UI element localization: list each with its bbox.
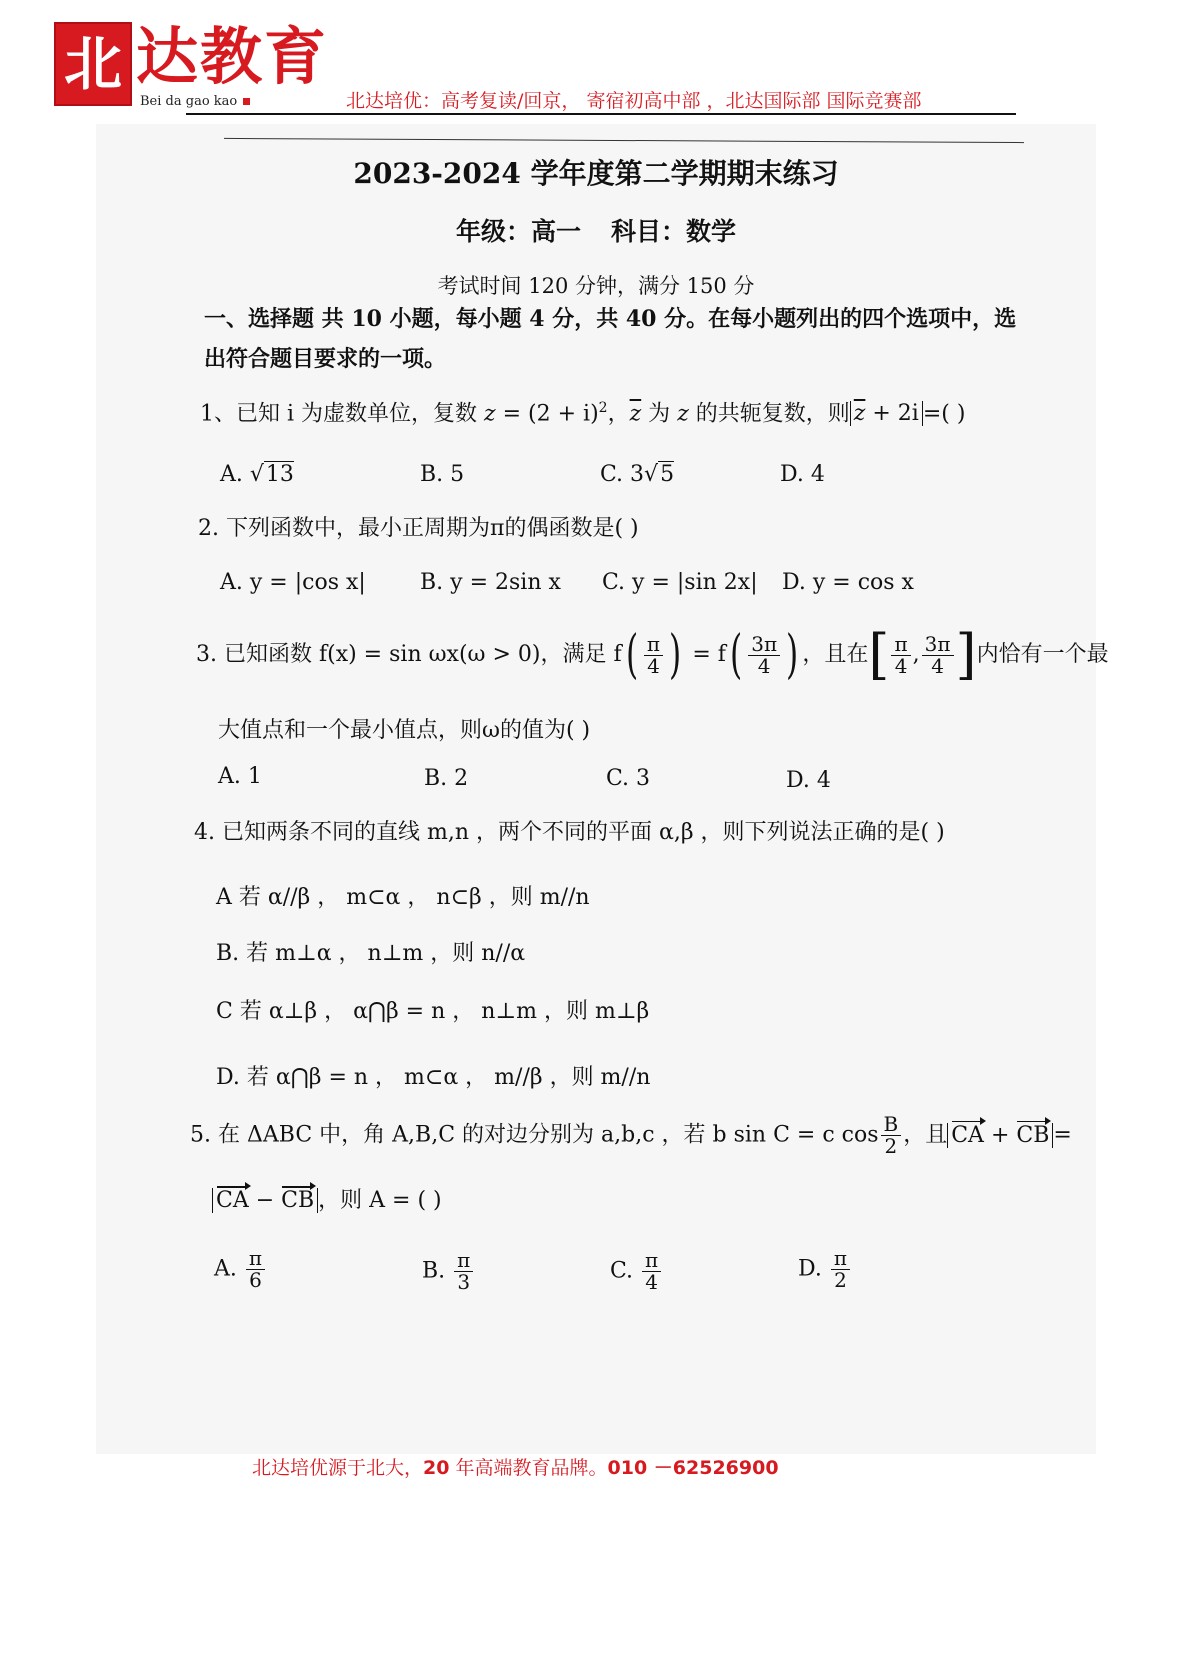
q5-stem: 5. 在 ΔABC 中，角 A,B,C 的对边分别为 a,b,c ，若 b sin C = c cos (190, 1122, 879, 1148)
question-1: 1、已知 i 为虚数单位，复数 $z = (2 + i)^2$，$\overline{z}$ 为 z 的共轭复数，则 $\overline{z} + 2i$ =( ) (200, 400, 966, 427)
section-heading-cont: 出符合题目要求的一项。 (204, 346, 447, 372)
q1-stem-c: 为 (641, 401, 678, 427)
footer-advert: 北达培优源于北大，20 年高端教育品牌。010 －62526900 (252, 1457, 779, 1479)
q2-option-c[interactable]: C. y = |sin 2x| (602, 570, 758, 595)
logo-mark: 北 (54, 22, 132, 106)
exam-subtitle (96, 212, 1096, 248)
q4-option-b[interactable]: B. 若 m⊥α ， n⊥m ，则 n//α (216, 941, 526, 966)
q1-option-b[interactable]: B. 5 (420, 462, 465, 487)
exam-title: 2023-2024 学年度第二学期期末练习 (353, 157, 839, 190)
question-2: 2. 下列函数中，最小正周期为π的偶函数是( ) (198, 516, 639, 541)
exam-time: 考试时间 120 分钟，满分 150 分 (437, 274, 755, 298)
beida-logo (50, 18, 380, 108)
question-5: 5. 在 ΔABC 中，角 A,B,C 的对边分别为 a,b,c ，若 b sin C = c cos $\frac{B}{2}$ ，且 CA + CB = (190, 1112, 1072, 1158)
grade-label: 年级：高一 (455, 217, 581, 246)
question-3-cont: 大值点和一个最小值点，则ω的值为( ) (218, 718, 591, 743)
q4-option-a[interactable]: A 若 α//β ， m⊂α ， n⊂β ，则 m//n (216, 885, 590, 910)
logo-text: 达教育 (136, 20, 329, 93)
q1-stem: 1、已知 i 为虚数单位，复数 (200, 401, 485, 427)
question-5-cont: CA − CB ，则 A = ( ) (212, 1188, 442, 1214)
q1-stem-d: 的共轭复数，则 (688, 401, 850, 427)
q5-option-c[interactable]: C. $\frac{\pi}{4}$ (610, 1250, 663, 1293)
q4-option-d[interactable]: D. 若 α⋂β = n ， m⊂α ， m//β ，则 m//n (216, 1065, 651, 1090)
q2-option-a[interactable]: A. y = |cos x| (220, 570, 366, 595)
q5-option-b[interactable]: B. $\frac{\pi}{3}$ (422, 1250, 475, 1293)
section-heading: 一、选择题 共 10 小题，每小题 4 分，共 40 分。在每小题列出的四个选项中，选 (204, 306, 1017, 332)
q5-option-a[interactable]: A. $\frac{\pi}{6}$ (214, 1248, 267, 1291)
question-3: 3. 已知函数 f(x) = sin ωx(ω > 0)，满足 f( $\frac{\pi}{4}$ ) = f( $\frac{3\pi}{4}$ ) ，且在[ $\frac{\pi}{4}$ , $\frac{3\pi}{4}$ ]内恰有一个最 (196, 623, 1109, 686)
question-4: 4. 已知两条不同的直线 m,n ，两个不同的平面 α,β ，则下列说法正确的是( ) (194, 820, 945, 845)
q3-option-d[interactable]: D. 4 (786, 768, 831, 793)
q1-option-c[interactable]: C. 3√5 (600, 462, 675, 487)
q3-option-a[interactable]: A. 1 (218, 764, 262, 789)
q3-option-b[interactable]: B. 2 (424, 766, 469, 791)
q2-option-b[interactable]: B. y = 2sin x (420, 570, 561, 595)
q3-option-c[interactable]: C. 3 (606, 766, 651, 791)
q4-option-c[interactable]: C 若 α⊥β ， α⋂β = n ， n⊥m ，则 m⊥β (216, 999, 650, 1024)
q5-option-d[interactable]: D. $\frac{\pi}{2}$ (798, 1248, 852, 1291)
q2-option-d[interactable]: D. y = cos x (782, 570, 914, 595)
q1-stem-b: ， (607, 401, 630, 427)
subject-label: 科目：数学 (611, 217, 737, 246)
header-divider (186, 113, 1016, 115)
q1-stem-e: =( ) (922, 401, 966, 427)
header-slogan: 北达培优：高考复读/回京， 寄宿初高中部 ，北达国际部 国际竞赛部 (346, 90, 922, 112)
q1-option-d[interactable]: D. 4 (780, 462, 825, 487)
logo-pinyin: Bei da gao kao (140, 94, 250, 109)
q3-stem: 3. 已知函数 f(x) = sin ωx(ω > 0)，满足 f (196, 642, 622, 667)
q1-option-a[interactable]: A. √13 (220, 462, 294, 487)
footer-phone: 010 －62526900 (607, 1457, 779, 1479)
